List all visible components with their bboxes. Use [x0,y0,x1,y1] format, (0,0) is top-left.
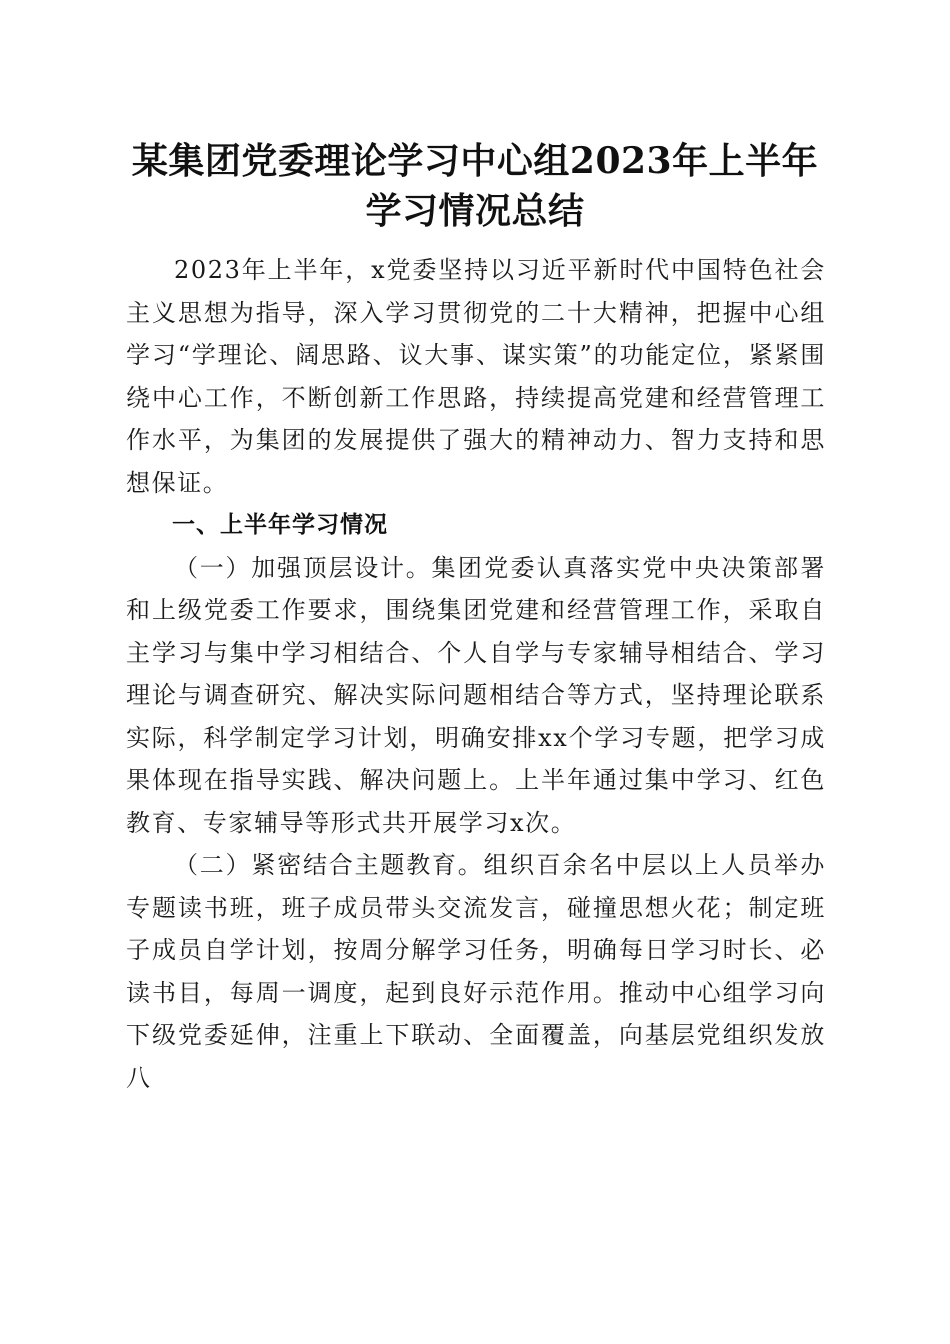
document-body [126,249,826,1099]
item-1-text: 集团党委认真落实党中央决策部署和上级党委工作要求，围绕集团党建和经营管理工作，采取自主学习与集中学习相结合、个人自学与专家辅导相结合、学习理论与调查研究、解决实际问题相结合等方式，坚持理论联系实际，科学制定学习计划，明确安排xx个学习专题，把学习成果体现在指导实践、解决问题上。上半年通过集中学习、红色教育、专家辅导等形式共开展学习x次。 [126,553,826,837]
intro-paragraph: 2023年上半年，x党委坚持以习近平新时代中国特色社会主义思想为指导，深入学习贯彻党的二十大精神，把握中心组学习“学理论、阔思路、议大事、谋实策”的功能定位，紧紧围绕中心工作，不断创新工作思路，持续提高党建和经营管理工作水平，为集团的发展提供了强大的精神动力、智力支持和思想保证。 [126,256,826,497]
item-2-lead: （二）紧密结合主题教育。 [174,851,484,879]
document-title: 某集团党委理论学习中心组2023年上半年学习情况总结 [131,140,819,232]
item-paragraph-2 [126,844,826,1099]
section-heading: 一、上半年学习情况 [172,512,388,538]
item-paragraph-1 [126,547,826,845]
item-1-lead: （一）加强顶层设计。 [174,553,432,582]
item-2-text: 组织百余名中层以上人员举办专题读书班，班子成员带头交流发言，碰撞思想火花；制定班子成员自学计划，按周分解学习任务，明确每日学习时长、必读书目，每周一调度，起到良好示范作用。推动中心组学习向下级党委延伸，注重上下联动、全面覆盖，向基层党组织发放八 [126,851,826,1092]
